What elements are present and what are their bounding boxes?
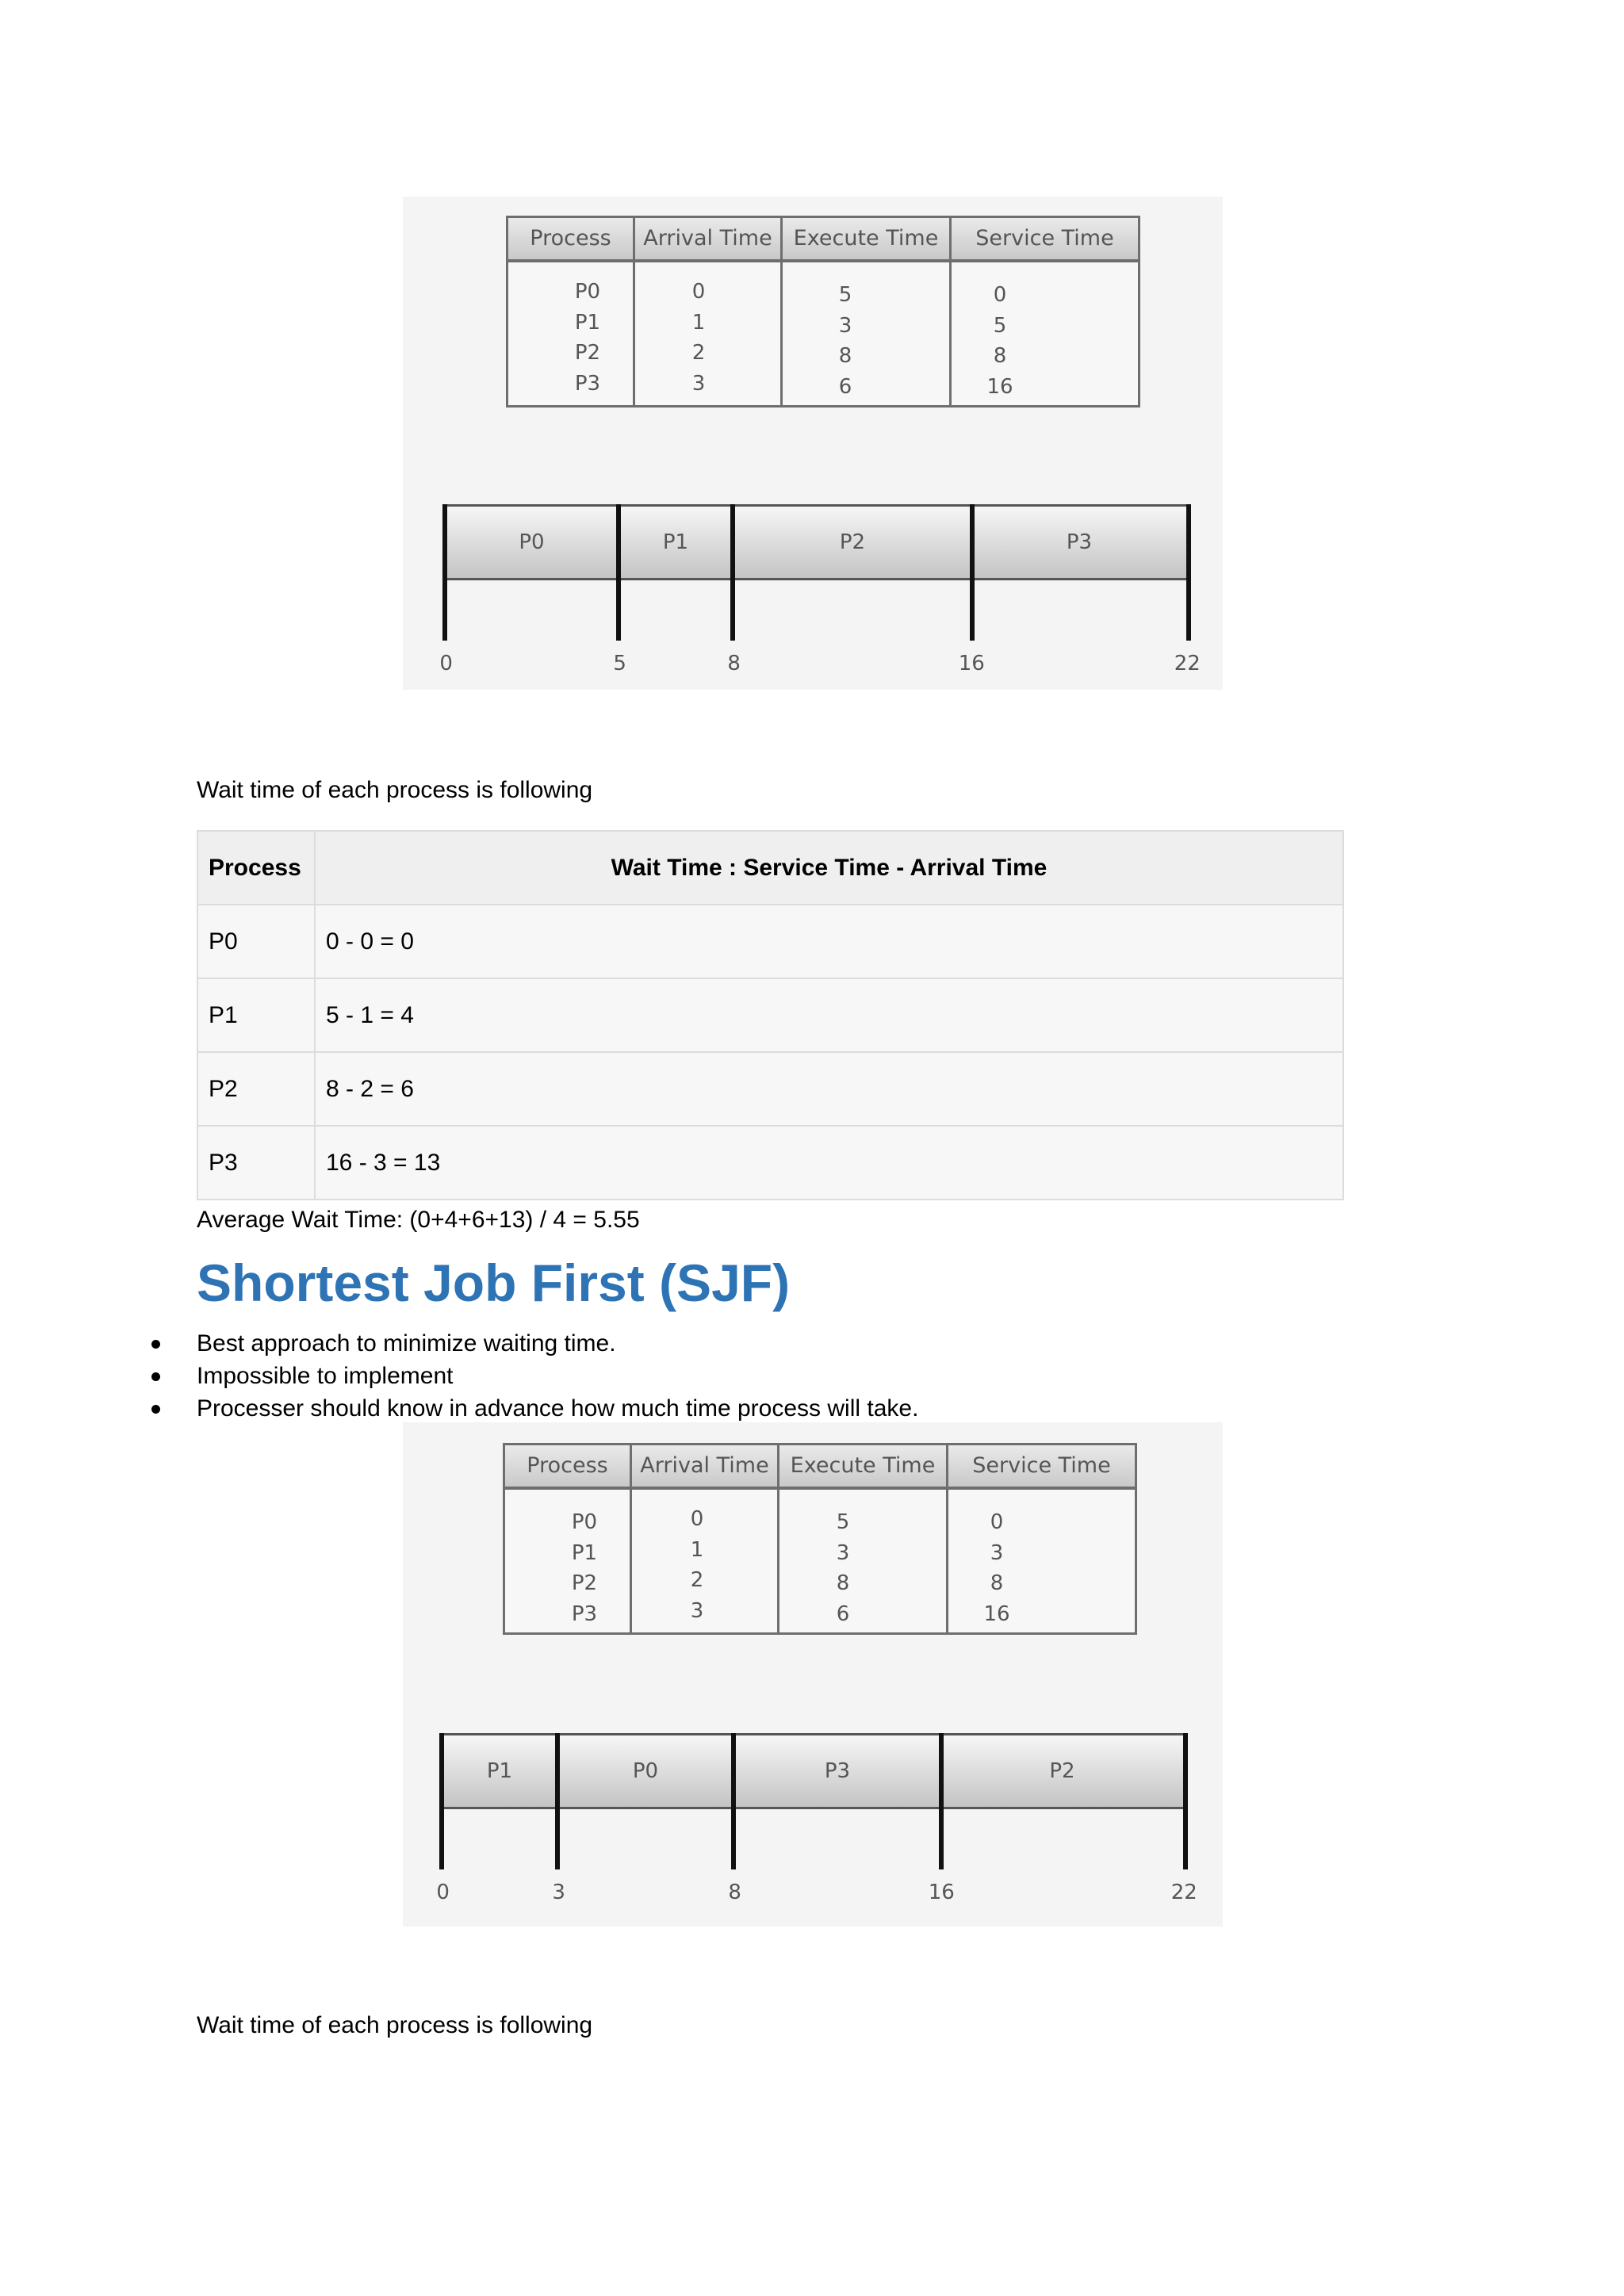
gantt-tick-label: 5 xyxy=(613,652,626,675)
service-column xyxy=(976,280,1024,402)
average-wait-time: Average Wait Time: (0+4+6+13) / 4 = 5.55 xyxy=(197,1207,640,1233)
gantt-segment-p2: P2 xyxy=(839,530,866,554)
arrival-column xyxy=(675,277,722,399)
arrival-column xyxy=(673,1504,721,1626)
cell-arrival: 1 xyxy=(690,1537,704,1562)
cell-process: P0 xyxy=(571,1510,598,1534)
cell-execute: 6 xyxy=(838,374,852,399)
cell-arrival: 2 xyxy=(691,341,706,365)
gantt-segment-p0: P0 xyxy=(632,1759,659,1783)
wait-time-table xyxy=(197,830,1344,1200)
cell-process: P0 xyxy=(574,280,601,304)
table-row xyxy=(197,1052,1343,1126)
cell-execute: 5 xyxy=(838,283,852,307)
cell-execute: 8 xyxy=(838,344,852,368)
fcfs-wait-intro: Wait time of each process is following xyxy=(197,777,593,803)
process-column xyxy=(553,1507,616,1629)
gantt-tick xyxy=(970,504,975,641)
fcfs-figure xyxy=(403,197,1223,690)
cell-arrival: 3 xyxy=(691,371,706,396)
section-heading-sjf: Shortest Job First (SJF) xyxy=(197,1253,791,1312)
gantt-tick xyxy=(439,1733,444,1869)
sjf-wait-intro: Wait time of each process is following xyxy=(197,2012,593,2038)
cell-service: 8 xyxy=(993,344,1007,368)
cell-process: P2 xyxy=(197,1052,315,1126)
bullet-icon xyxy=(151,1340,160,1349)
cell-arrival: 0 xyxy=(690,1507,704,1531)
execute-column xyxy=(822,280,869,402)
bullet-icon xyxy=(151,1372,160,1381)
list-item: Impossible to implement xyxy=(197,1360,918,1392)
table-row xyxy=(197,1126,1343,1200)
bullet-icon xyxy=(151,1405,160,1414)
gantt-tick-label: 22 xyxy=(1170,1881,1197,1904)
cell-process: P1 xyxy=(574,310,601,335)
gantt-tick-label: 8 xyxy=(728,1881,741,1904)
cell-service: 5 xyxy=(993,313,1007,338)
gantt-segment-p3: P3 xyxy=(824,1759,851,1783)
table-row xyxy=(197,978,1343,1052)
execute-column xyxy=(819,1507,867,1629)
sjf-gantt-chart xyxy=(436,1733,1197,1915)
gantt-tick xyxy=(555,1733,560,1869)
cell-wait-calc: 8 - 2 = 6 xyxy=(315,1052,1343,1126)
cell-process: P3 xyxy=(574,371,601,396)
table-row xyxy=(197,905,1343,978)
cell-wait-calc: 0 - 0 = 0 xyxy=(315,905,1343,978)
gantt-tick xyxy=(1183,1733,1188,1869)
cell-execute: 8 xyxy=(836,1571,850,1595)
gantt-segment-p2: P2 xyxy=(1049,1759,1075,1783)
header-process: Process xyxy=(530,226,611,251)
header-wait-formula: Wait Time : Service Time - Arrival Time xyxy=(315,831,1343,905)
header-execute-time: Execute Time xyxy=(793,226,939,251)
gantt-tick-label: 0 xyxy=(436,1881,450,1904)
gantt-segment-p3: P3 xyxy=(1066,530,1093,554)
cell-service: 16 xyxy=(983,1601,1010,1626)
header-execute-time: Execute Time xyxy=(790,1453,936,1478)
cell-process: P3 xyxy=(197,1126,315,1200)
cell-arrival: 0 xyxy=(691,280,706,304)
sjf-bullet-list xyxy=(197,1327,918,1425)
header-arrival-time: Arrival Time xyxy=(643,226,772,251)
sjf-figure xyxy=(403,1422,1223,1927)
gantt-segment-p1: P1 xyxy=(662,530,689,554)
cell-process: P1 xyxy=(197,978,315,1052)
cell-service: 0 xyxy=(990,1510,1004,1534)
process-column xyxy=(556,277,619,399)
header-service-time: Service Time xyxy=(975,226,1114,251)
cell-execute: 3 xyxy=(838,313,852,338)
cell-arrival: 1 xyxy=(691,310,706,335)
fcfs-gantt-chart xyxy=(439,504,1201,687)
gantt-tick xyxy=(616,504,621,641)
cell-execute: 3 xyxy=(836,1540,850,1565)
gantt-tick-label: 16 xyxy=(958,652,985,675)
cell-arrival: 2 xyxy=(690,1568,704,1592)
cell-service: 0 xyxy=(993,283,1007,307)
gantt-tick xyxy=(1186,504,1191,641)
header-service-time: Service Time xyxy=(972,1453,1111,1478)
gantt-tick-label: 0 xyxy=(439,652,453,675)
service-column xyxy=(973,1507,1021,1629)
cell-arrival: 3 xyxy=(690,1598,704,1623)
cell-execute: 6 xyxy=(836,1601,850,1626)
cell-wait-calc: 5 - 1 = 4 xyxy=(315,978,1343,1052)
gantt-segment-p0: P0 xyxy=(519,530,545,554)
gantt-tick-label: 22 xyxy=(1174,652,1201,675)
cell-process: P1 xyxy=(571,1540,598,1565)
cell-service: 8 xyxy=(990,1571,1004,1595)
cell-service: 16 xyxy=(986,374,1013,399)
header-process: Process xyxy=(197,831,315,905)
list-item: Processer should know in advance how much time process will take. xyxy=(197,1392,918,1425)
header-process: Process xyxy=(527,1453,608,1478)
gantt-tick xyxy=(939,1733,944,1869)
cell-service: 3 xyxy=(990,1540,1004,1565)
cell-process: P2 xyxy=(574,341,601,365)
table-header-row xyxy=(197,831,1343,905)
list-item: Best approach to minimize waiting time. xyxy=(197,1327,918,1360)
sjf-process-table xyxy=(503,1443,1137,1635)
cell-execute: 5 xyxy=(836,1510,850,1534)
gantt-tick-label: 16 xyxy=(928,1881,955,1904)
gantt-tick xyxy=(730,504,735,641)
gantt-tick-label: 8 xyxy=(727,652,741,675)
cell-wait-calc: 16 - 3 = 13 xyxy=(315,1126,1343,1200)
gantt-tick xyxy=(442,504,447,641)
cell-process: P0 xyxy=(197,905,315,978)
gantt-tick-label: 3 xyxy=(552,1881,565,1904)
fcfs-process-table xyxy=(506,216,1140,408)
header-arrival-time: Arrival Time xyxy=(640,1453,769,1478)
cell-process: P2 xyxy=(571,1571,598,1595)
gantt-tick xyxy=(731,1733,736,1869)
gantt-segment-p1: P1 xyxy=(486,1759,513,1783)
cell-process: P3 xyxy=(571,1601,598,1626)
